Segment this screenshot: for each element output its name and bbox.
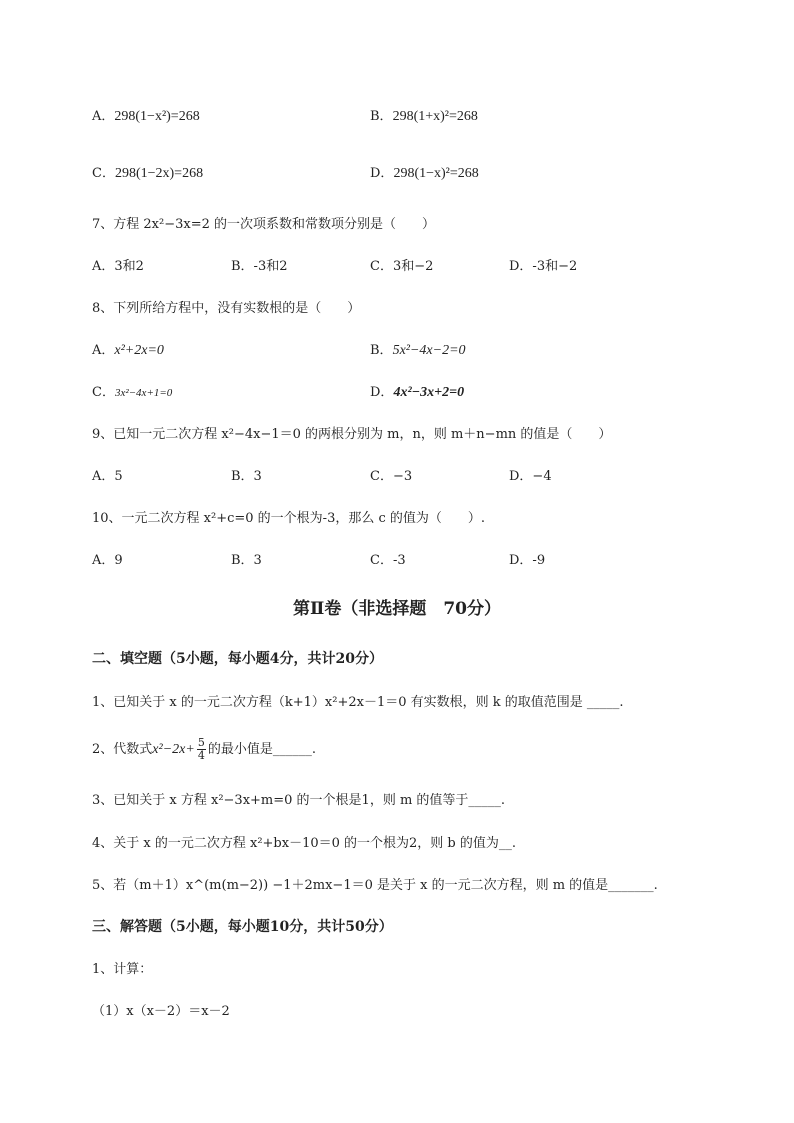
q8-stem: 8、下列所给方程中，没有实数根的是（ ） xyxy=(92,301,361,316)
q9-option-c: C．−3 xyxy=(370,469,413,484)
q9-option-a: A．5 xyxy=(92,469,123,484)
q8-option-c-expr: 3x²−4x+1=0 xyxy=(114,387,173,399)
q8-option-d-expr: 4x²−3x+2=0 xyxy=(393,385,465,400)
fill-q5: 5、若（m＋1）x^(m(m−2)) −1＋2mx−1＝0 是关于 x 的一元二次方程，则 m 的值是_______. xyxy=(92,878,658,893)
q7-stem: 7、方程 2x²−3x=2 的一次项系数和常数项分别是（ ） xyxy=(92,217,436,232)
q7-option-d: D．-3和−2 xyxy=(509,259,578,274)
solve-q1-stem: 1、计算： xyxy=(92,962,153,977)
q10-option-b: B．3 xyxy=(231,553,262,568)
fill-q2-fraction: $\frac{5}{4}$ xyxy=(197,736,205,762)
section2-heading: 二、填空题（5小题，每小题4分，共计20分） xyxy=(92,651,383,667)
q7-option-b: B．-3和2 xyxy=(231,259,288,274)
q8-option-c: C．3x²−4x+1=0 xyxy=(92,385,173,400)
q9-option-d: D．−4 xyxy=(509,469,552,484)
q6-option-a-expr: 298(1−x²)=268 xyxy=(114,109,200,124)
q8-option-b-expr: 5x²−4x−2=0 xyxy=(392,343,466,358)
q8-option-d: D．4x²−3x+2=0 xyxy=(370,385,465,400)
q8-option-b: B．5x²−4x−2=0 xyxy=(370,343,466,358)
fill-q1: 1、已知关于 x 的一元二次方程（k+1）x²+2x－1＝0 有实数根，则 k 的取值范围是 _____. xyxy=(92,695,624,710)
fill-q4: 4、关于 x 的一元二次方程 x²+bx－10＝0 的一个根为2，则 b 的值为__. xyxy=(92,836,517,851)
solve-q1-part1: （1）x（x－2）＝x－2 xyxy=(92,1004,230,1019)
q8-option-a: A．x²+2x=0 xyxy=(92,343,164,358)
q10-option-a: A．9 xyxy=(92,553,123,568)
q8-option-a-expr: x²+2x=0 xyxy=(114,343,164,358)
q7-option-c: C．3和−2 xyxy=(370,259,434,274)
q6-option-b: B．298(1+x)²=268 xyxy=(370,109,478,124)
q10-stem: 10、一元二次方程 x²+c=0 的一个根为-3，那么 c 的值为（ ）. xyxy=(92,511,486,526)
q6-option-c-expr: 298(1−2x)=268 xyxy=(114,166,204,181)
part2-title: 第Ⅱ卷（非选择题 70分） xyxy=(293,599,501,619)
q6-option-a: A．298(1−x²)=268 xyxy=(92,109,200,124)
q10-option-d: D．-9 xyxy=(509,553,546,568)
q6-option-b-expr: 298(1+x)²=268 xyxy=(392,109,478,124)
q9-stem: 9、已知一元二次方程 x²−4x−1＝0 的两根分别为 m，n，则 m＋n−mn 的值是（ ） xyxy=(92,427,612,442)
fill-q2-expr: x²−2x+ xyxy=(152,742,195,757)
q6-option-d: D．298(1−x)²=268 xyxy=(370,166,479,181)
q10-option-c: C．-3 xyxy=(370,553,406,568)
q7-option-a: A．3和2 xyxy=(92,259,144,274)
q6-option-c: C．298(1−2x)=268 xyxy=(92,166,204,181)
fill-q3: 3、已知关于 x 方程 x²−3x+m=0 的一个根是1，则 m 的值等于_____. xyxy=(92,793,506,808)
q6-option-d-expr: 298(1−x)²=268 xyxy=(393,166,479,181)
fill-q2: 2、代数式x²−2x+ $\frac{5}{4}$ 的最小值是______. xyxy=(92,736,316,762)
q9-option-b: B．3 xyxy=(231,469,262,484)
section3-heading: 三、解答题（5小题，每小题10分，共计50分） xyxy=(92,919,393,935)
